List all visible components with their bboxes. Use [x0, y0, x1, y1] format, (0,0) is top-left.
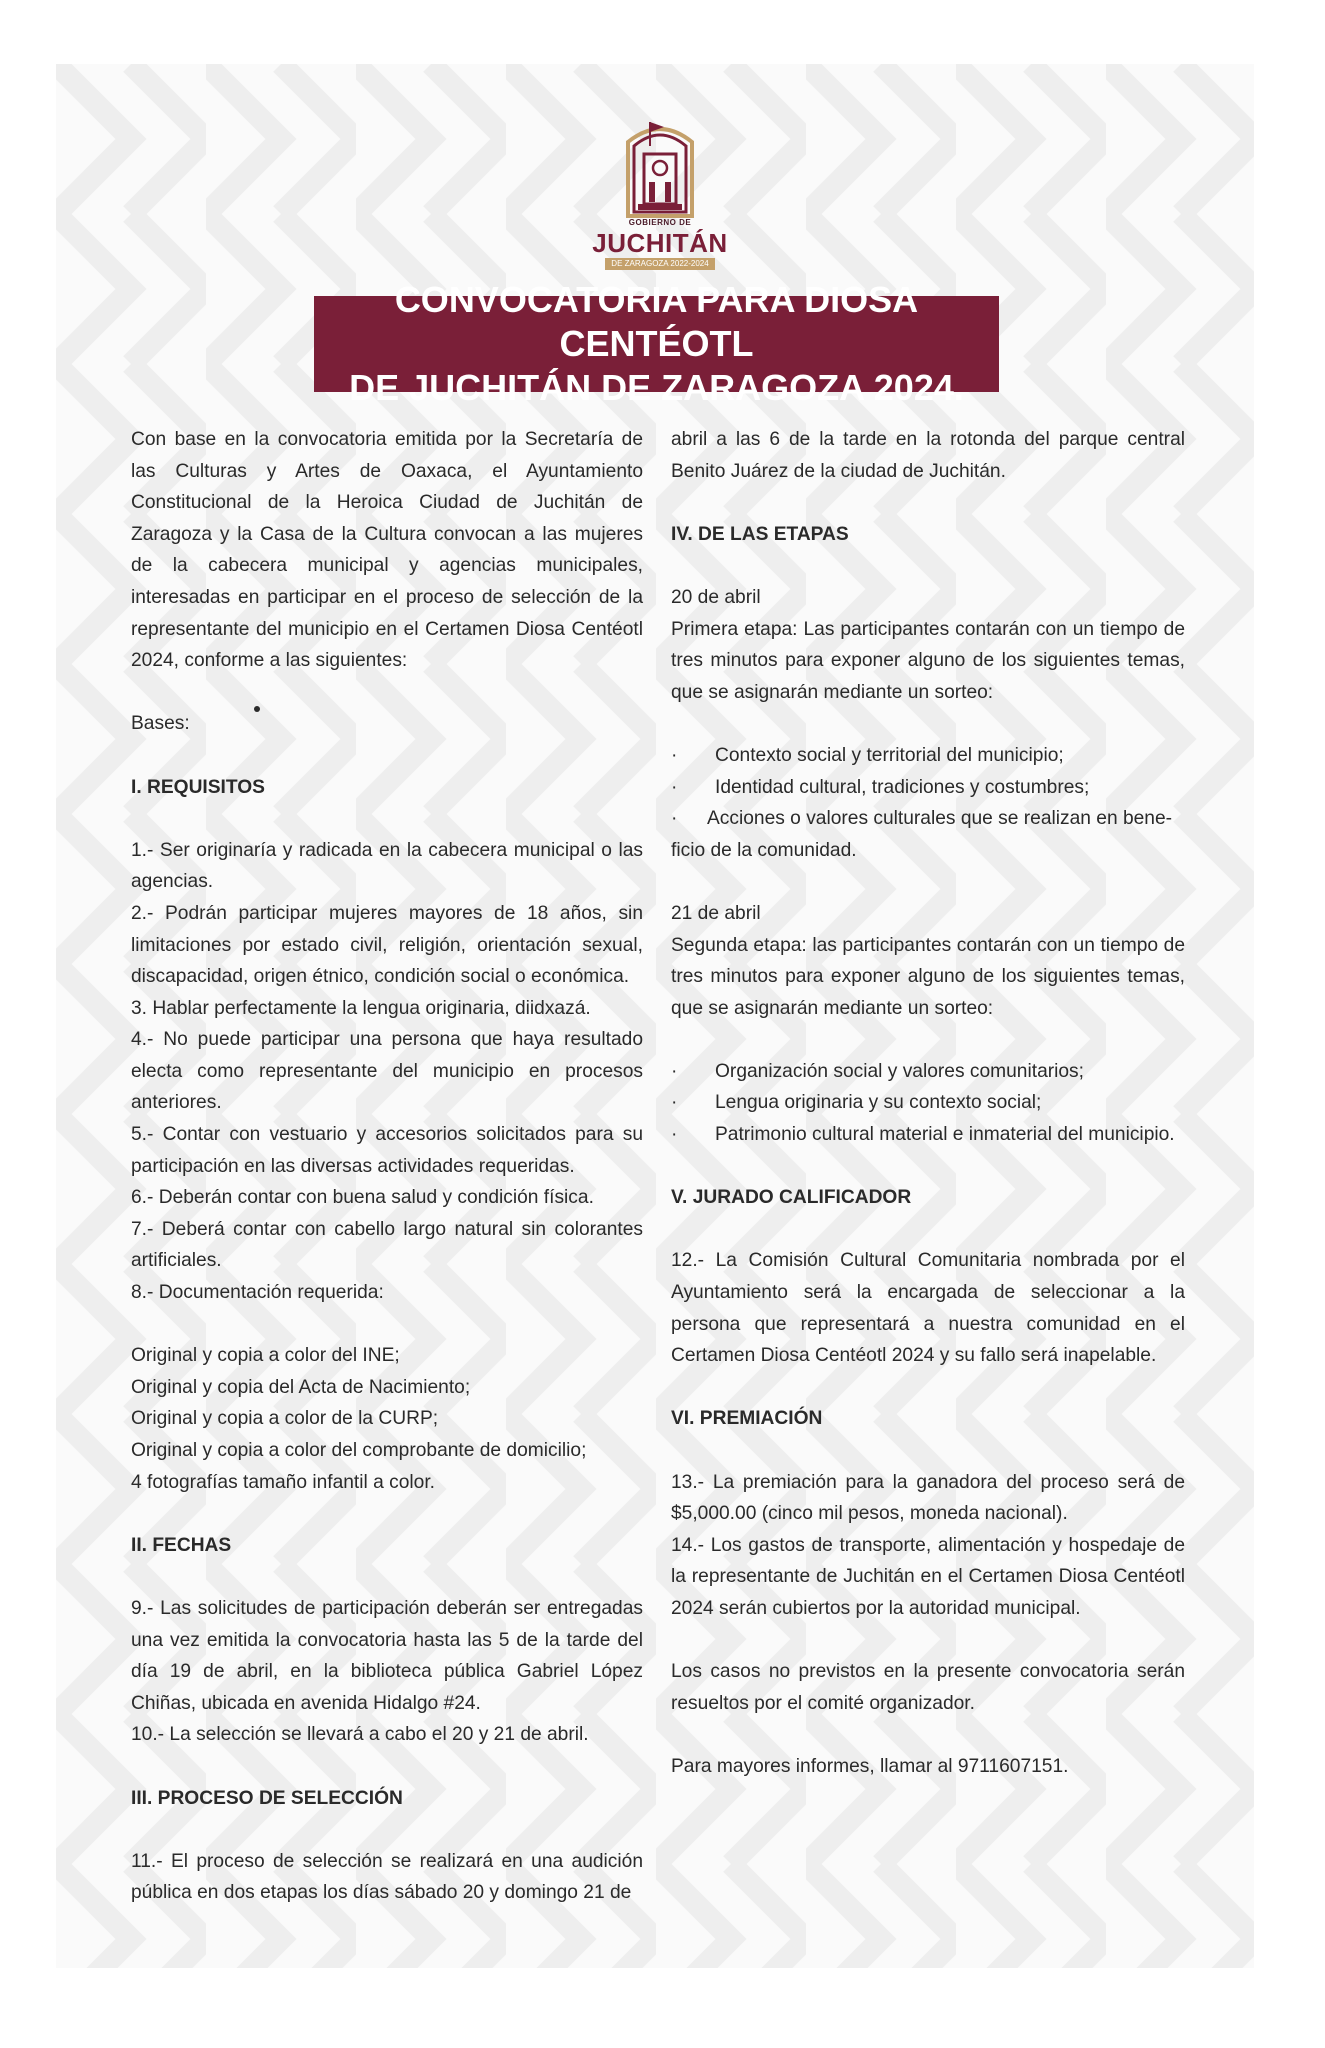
bases-label: Bases:: [131, 713, 190, 735]
requirement-4: 4.- No puede participar una persona que haya resultado electa como representante del municipio en procesos anteriores.: [131, 1029, 643, 1114]
requirement-6: 6.- Deberán contar con buena salud y condición física.: [131, 1187, 594, 1209]
closing-note: Los casos no previstos en la presente convocatoria serán resueltos por el comité organizador.: [671, 1661, 1185, 1714]
requirement-3: 3. Hablar perfectamente la lengua originaria, diidxazá.: [131, 997, 591, 1019]
process-item-11-continued: abril a las 6 de la tarde en la rotonda del parque central Benito Juárez de la ciudad de Juchitán.: [671, 429, 1185, 482]
requirement-5: 5.- Contar con vestuario y accesorios solicitados para su participación en las diversas actividades requeridas.: [131, 1124, 643, 1177]
left-column: [131, 424, 643, 1909]
prize-item-14: 14.- Los gastos de transporte, alimentación y hospedaje de la representante de Juchitán en el Certamen Diosa Centéotl 2024 serán cubiertos por la autoridad municipal.: [671, 1534, 1185, 1619]
stage-2-text: Segunda etapa: las participantes contarán con un tiempo de tres minutos para exponer alguno de los siguientes temas, que se asignarán mediante un sorteo:: [671, 934, 1185, 1019]
jury-item-12: 12.- La Comisión Cultural Comunitaria nombrada por el Ayuntamiento será la encargada de seleccionar a la persona que representará a nuestra comunidad en el Certamen Diosa Centéotl 2024 y su fallo será inapelable.: [671, 1250, 1185, 1367]
list-item: · Organización social y valores comunitarios;: [671, 1060, 1084, 1082]
list-item: · Lengua originaria y su contexto social;: [671, 1092, 1042, 1114]
section-heading-fechas: II. FECHAS: [131, 1534, 232, 1556]
section-heading-etapas: IV. DE LAS ETAPAS: [671, 523, 849, 545]
section-heading-jurado: V. JURADO CALIFICADOR: [671, 1187, 912, 1209]
contact-info: Para mayores informes, llamar al 9711607151.: [671, 1755, 1069, 1777]
prize-item-13: 13.- La premiación para la ganadora del proceso será de $5,000.00 (cinco mil pesos, moneda nacional).: [671, 1471, 1185, 1525]
stage-1-date: 20 de abril: [671, 586, 761, 608]
right-column: [671, 424, 1185, 1783]
document-item: 4 fotografías tamaño infantil a color.: [131, 1471, 435, 1493]
list-item: · Contexto social y territorial del municipio;: [671, 744, 1064, 766]
list-item: · Identidad cultural, tradiciones y costumbres;: [671, 776, 1090, 798]
requirement-1: 1.- Ser originaría y radicada en la cabecera municipal o las agencias.: [131, 839, 643, 893]
section-heading-proceso: III. PROCESO DE SELECCIÓN: [131, 1787, 403, 1809]
document-item: Original y copia del Acta de Nacimiento;: [131, 1376, 471, 1398]
document-item: Original y copia a color del INE;: [131, 1345, 400, 1367]
stage-1-text: Primera etapa: Las participantes contarán con un tiempo de tres minutos para exponer alguno de los siguientes temas, que se asignarán mediante un sorteo:: [671, 618, 1185, 703]
title-line-1: CONVOCATORIA PARA DIOSA CENTÉOTL: [394, 279, 919, 364]
title-line-2: DE JUCHITÁN DE ZARAGOZA 2024.: [349, 367, 964, 408]
list-item: · Patrimonio cultural material e inmaterial del municipio.: [671, 1124, 1175, 1146]
document-item: Original y copia a color del comprobante de domicilio;: [131, 1440, 587, 1461]
requirement-2: 2.- Podrán participar mujeres mayores de 18 años, sin limitaciones por estado civil, religión, orientación sexual, discapacidad, origen étnico, condición social o económica.: [131, 902, 643, 988]
requirement-8: 8.- Documentación requerida:: [131, 1282, 384, 1304]
list-item: · Acciones o valores culturales que se realizan en bene-: [671, 808, 1173, 830]
juchitan-logo: [570, 112, 750, 272]
section-heading-premiacion: VI. PREMIACIÓN: [671, 1408, 823, 1430]
stage-2-date: 21 de abril: [671, 902, 761, 924]
logo-brand-name: JUCHITÁN: [592, 228, 728, 258]
list-item-continued: ficio de la comunidad.: [671, 839, 857, 861]
town-hall-emblem-icon: [570, 112, 750, 218]
logo-small-text: GOBIERNO DE: [628, 218, 692, 227]
intro-paragraph: Con base en la convocatoria emitida por la Secretaría de las Culturas y Artes de Oaxaca, el Ayuntamiento Constitucional de la Heroica Ciudad de Juchitán de Zaragoza y la Casa de la Cultura convocan a las mujeres de la cabecera municipal y agencias municipales, interesadas en participar en el proceso de selección de la representante del municipio en el Certamen Diosa Centéotl 2024, conforme a las siguientes:: [131, 429, 643, 672]
date-item-10: 10.- La selección se llevará a cabo el 20 y 21 de abril.: [131, 1724, 589, 1746]
document-item: Original y copia a color de la CURP;: [131, 1408, 439, 1430]
section-heading-requisitos: I. REQUISITOS: [131, 776, 265, 798]
process-item-11: 11.- El proceso de selección se realizará en una audición pública en dos etapas los días sábado 20 y domingo 21 de: [131, 1850, 643, 1904]
requirement-7: 7.- Deberá contar con cabello largo natural sin colorantes artificiales.: [131, 1218, 643, 1272]
date-item-9: 9.- Las solicitudes de participación deberán ser entregadas una vez emitida la convocatoria hasta las 5 de la tarde del día 19 de abril, en la biblioteca pública Gabriel López Chiñas, ubicada en avenida Hidalgo #24.: [131, 1597, 643, 1714]
page-title: [314, 279, 999, 408]
logo-subtitle: DE ZARAGOZA 2022-2024: [605, 258, 715, 270]
